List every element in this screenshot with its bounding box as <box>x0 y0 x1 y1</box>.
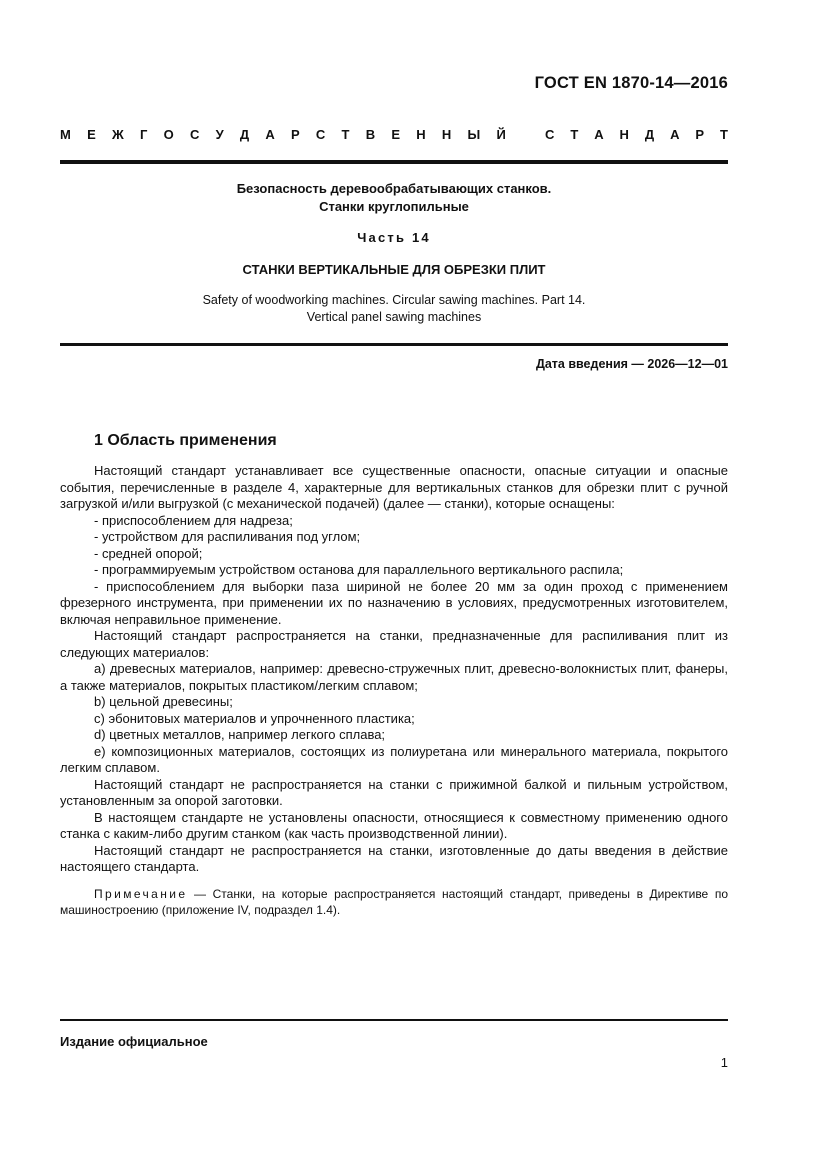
list-item: - приспособлением для надреза; <box>94 512 293 528</box>
interstate-standard-banner <box>60 127 728 142</box>
standard-word <box>545 127 728 142</box>
banner-letter: А <box>594 127 604 142</box>
top-divider <box>60 160 728 164</box>
banner-letter: С <box>189 127 200 142</box>
part-number: Часть 14 <box>357 230 431 245</box>
list-item: e) композиционных материалов, состоящих из полиуретана или минерального материала, покрытого легким сплавом. <box>60 743 728 775</box>
english-title <box>60 292 728 326</box>
introduction-date: Дата введения — 2026—12—01 <box>535 357 728 371</box>
banner-letter: Е <box>391 127 401 142</box>
banner-letter: М <box>60 127 71 142</box>
part-title: СТАНКИ ВЕРТИКАЛЬНЫЕ ДЛЯ ОБРЕЗКИ ПЛИТ <box>242 262 546 277</box>
banner-letter: Н <box>416 127 426 142</box>
banner-letter: А <box>670 127 680 142</box>
banner-letter: Д <box>644 127 655 142</box>
list-item: - средней опорой; <box>94 545 203 561</box>
paragraph: Настоящий стандарт не распространяется на станки, изготовленные до даты введения в действие настоящего стандарта. <box>60 842 728 874</box>
banner-letter: Р <box>291 127 300 142</box>
banner-letter: Г <box>139 127 148 142</box>
banner-letter: У <box>215 127 224 142</box>
edition-label: Издание официальное <box>60 1034 208 1049</box>
document-code: ГОСТ EN 1870-14—2016 <box>534 74 728 92</box>
banner-letter: А <box>265 127 275 142</box>
note-label: Примечание <box>94 887 188 901</box>
banner-letter: Д <box>239 127 250 142</box>
banner-letter: Н <box>441 127 452 142</box>
banner-letter: Н <box>619 127 629 142</box>
banner-letter: В <box>365 127 376 142</box>
paragraph: Настоящий стандарт устанавливает все существенные опасности, опасные ситуации и опасные события, перечисленные в разделе 4, характерные для вертикальных станков для обрезки плит с ручной загрузкой и/или выгрузкой (с механической подачей) (далее — станки), которые оснащены: <box>60 463 728 511</box>
banner-letter: Т <box>720 127 728 142</box>
paragraph: В настоящем стандарте не установлены опасности, относящиеся к совместному применению одного станка с каким-либо другим станком (как часть производственной линии). <box>60 809 728 841</box>
russian-title <box>60 180 728 216</box>
banner-letter: Ы <box>467 127 481 142</box>
banner-letter: Й <box>496 127 506 142</box>
list-item: - устройством для распиливания под углом; <box>94 529 361 544</box>
banner-letter: С <box>545 127 555 142</box>
page-number: 1 <box>720 1055 728 1070</box>
russian-title-line1: Безопасность деревообрабатывающих станков. <box>236 181 552 196</box>
banner-letter: Ж <box>111 127 124 142</box>
english-title-line2: Vertical panel sawing machines <box>306 310 482 324</box>
list-item: а) древесных материалов, например: древесно-стружечных плит, древесно-волокнистых плит, фанеры, а также материалов, покрытых пластиком/легким сплавом; <box>60 661 728 693</box>
russian-title-line2: Станки круглопильные <box>319 199 469 214</box>
title-divider <box>60 343 728 346</box>
section-heading: 1 Область применения <box>94 432 277 449</box>
banner-letter: Т <box>570 127 579 142</box>
paragraph: Настоящий стандарт не распространяется на станки с прижимной балкой и пильным устройством, установленным за опорой заготовки. <box>60 776 728 808</box>
interstate-word <box>60 127 506 142</box>
banner-letter: О <box>163 127 174 142</box>
list-item: - приспособлением для выборки паза шириной не более 20 мм за один проход с применением фрезерного инструмента, при применении их по назначению в условиях, предусмотренных изготовителем, включая неправильное применение. <box>60 578 728 627</box>
english-title-line1: Safety of woodworking machines. Circular sawing machines. Part 14. <box>202 293 586 307</box>
list-item: - программируемым устройством останова для параллельного вертикального распила; <box>94 562 624 577</box>
note-text: — Станки, на которые распространяется настоящий стандарт, приведены в Директиве по машиностроению (приложение IV, подраздел 1.4). <box>60 887 728 917</box>
banner-letter: Р <box>695 127 705 142</box>
section-body <box>60 463 728 876</box>
list-item: c) эбонитовых материалов и упрочненного пластика; <box>94 710 415 726</box>
banner-letter: Е <box>87 127 96 142</box>
note-paragraph <box>60 886 728 918</box>
note <box>60 886 728 918</box>
banner-letter: Т <box>341 127 350 142</box>
banner-letter: С <box>315 127 326 142</box>
footer-divider <box>60 1019 728 1021</box>
paragraph: Настоящий стандарт распространяется на станки, предназначенные для распиливания плит из следующих материалов: <box>60 628 728 660</box>
list-item: d) цветных металлов, например легкого сплава; <box>94 727 386 742</box>
list-item: b) цельной древесины; <box>94 694 233 709</box>
